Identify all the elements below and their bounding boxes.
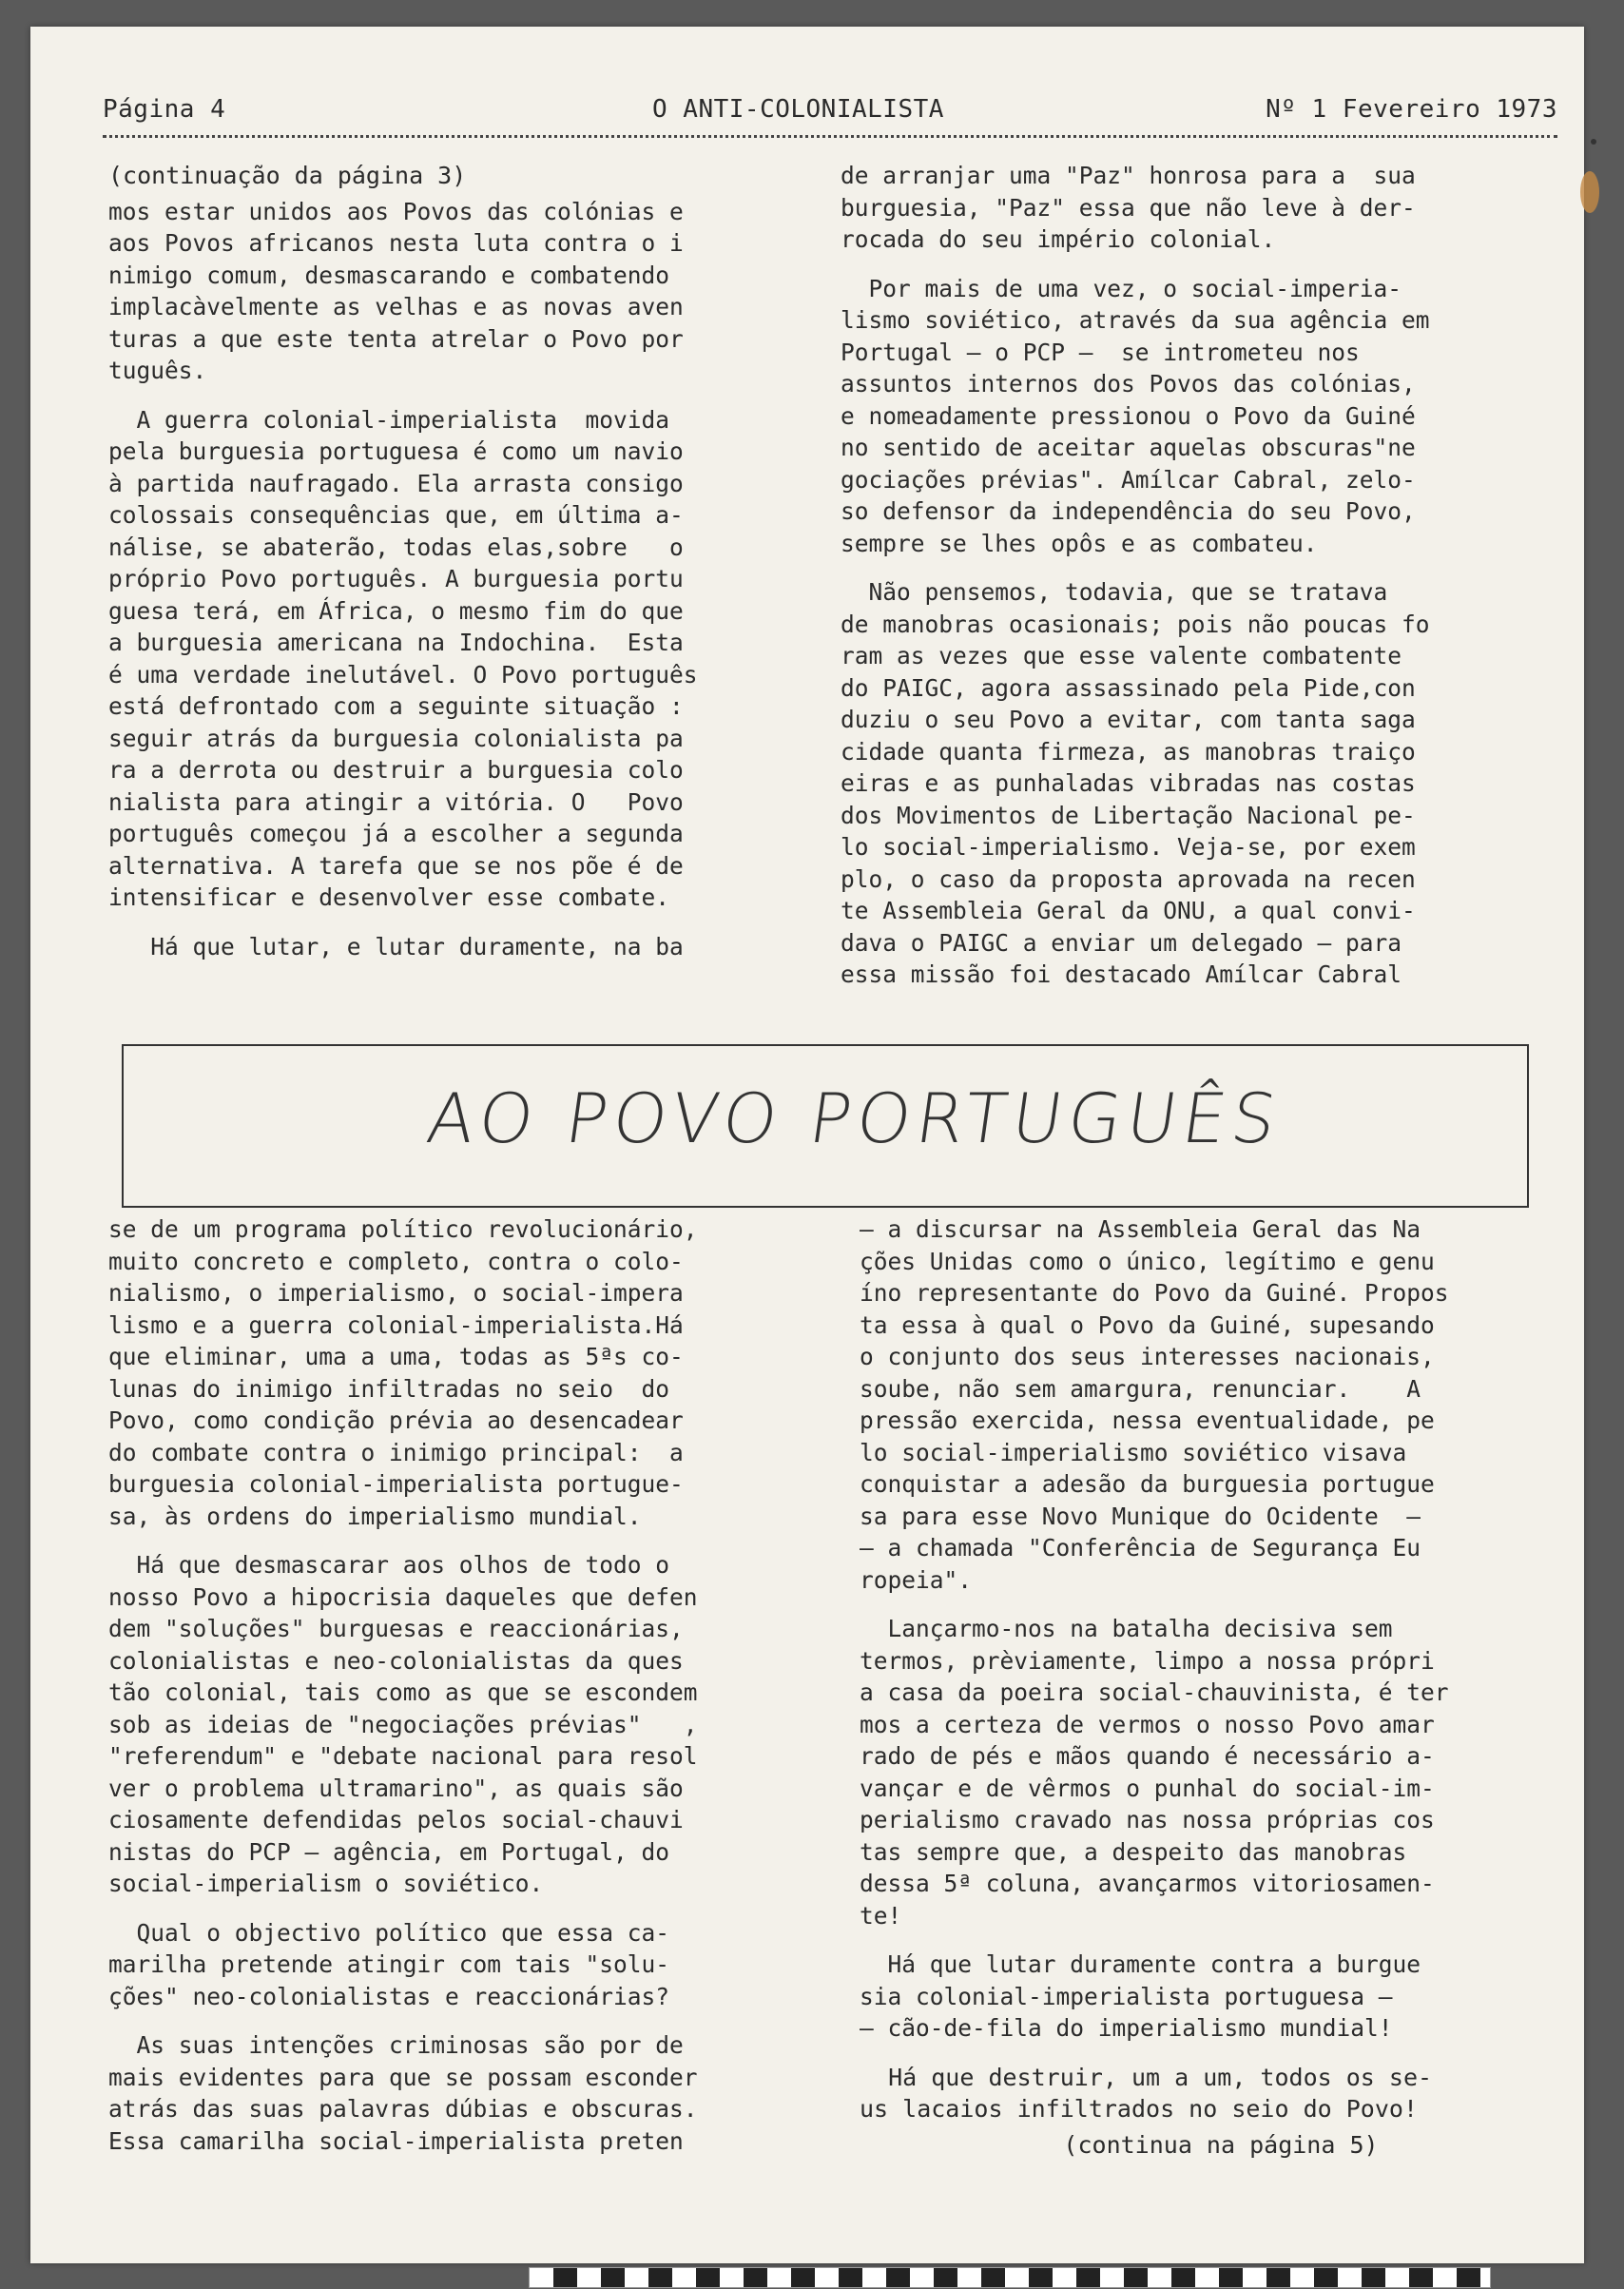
newspaper-page [30, 27, 1584, 2263]
paragraph: mos estar unidos aos Povos das colónias e aos Povos africanos nesta luta contra o i nimigo comum, desmascarando e combatendo implacàvelmente as velhas e as novas aven turas a que este tenta atrelar o Povo por tuguês. [108, 197, 684, 384]
paper-stain [1580, 171, 1599, 213]
paragraph: Há que destruir, um a um, todos os se- us lacaios infiltrados no seio do Povo! [860, 2063, 1433, 2123]
paragraph: Por mais de uma vez, o social-imperia- lismo soviético, através da sua agência em Portugal — o PCP — se intrometeu nos assuntos internos dos Povos das colónias, e nomeadamente pressionou o Povo da Guiné no sentido de aceitar aquelas obscuras"ne gociações prévias". Amílcar Cabral, zelo- so defensor da independência do seu Povo, sempre se lhes opôs e as combateu. [841, 274, 1430, 557]
paragraph: Não pensemos, todavia, que se tratava de manobras ocasionais; pois não poucas fo ram as vezes que esse valente combatente do PAIGC, agora assassinado pela Pide,con duziu o seu Povo a evitar, com tanta saga cidade quanta firmeza, as manobras traiço eiras e as punhaladas vibradas nas costas dos Movimentos de Libertação Nacional pe- lo social-imperialismo. Veja-se, por exem plo, o caso da proposta aprovada na recen te Assembleia Geral da ONU, a qual convi- dava o PAIGC a enviar um delegado — para essa missão foi destacado Amílcar Cabral [841, 578, 1430, 988]
headline-banner [122, 1044, 1529, 1208]
paragraph: Qual o objectivo político que essa ca- marilha pretende atingir com tais "solu- ções" neo-colonialistas e reaccionárias? [108, 1918, 670, 2010]
paragraph: Há que lutar duramente contra a burgue sia colonial-imperialista portuguesa — — cão-de-fila do imperialismo mundial! [860, 1950, 1421, 2042]
page-number: Página 4 [103, 95, 226, 124]
paragraph: de arranjar uma "Paz" honrosa para a sua burguesia, "Paz" essa que não leve à der- rocada do seu império colonial. [841, 162, 1416, 253]
issue-date: Nº 1 Fevereiro 1973 [1266, 95, 1557, 124]
headline-text: AO POVO PORTUGUÊS [422, 1078, 1287, 1158]
header-divider [103, 135, 1557, 138]
scale-ruler [529, 2267, 1491, 2288]
column-top-left [108, 160, 850, 980]
ink-dot [1591, 139, 1596, 145]
paragraph: Há que desmascarar aos olhos de todo o nosso Povo a hipocrisia daqueles que defen dem "soluções" burguesas e reaccionárias, colonialistas e neo-colonialistas da ques tão colonial, tais como as que se escondem sob as ideias de "negociações prévias" , "referendum" e "debate nacional para resol ver o problema ultramarino", as quais são ciosamente defendidas pelos social-chauvi nistas do PCP — agência, em Portugal, do social-imperialism o soviético. [108, 1551, 698, 1897]
continuation-note: (continua na página 5) [1063, 2130, 1379, 2159]
paragraph: Há que lutar, e lutar duramente, na ba [108, 932, 684, 960]
paragraph: — a discursar na Assembleia Geral das Na ções Unidas como o único, legítimo e genu íno representante do Povo da Guiné. Propos ta essa à qual o Povo da Guiné, supesando o conjunto dos seus interesses nacionais, soube, não sem amargura, renunciar. A pressão exercida, nessa eventualidade, pe lo social-imperialismo soviético visava conquistar a adesão da burguesia portugue sa para esse Novo Munique do Ocidente — — a chamada "Conferência de Segurança Eu ropeia". [860, 1215, 1449, 1594]
column-bottom-right [860, 1213, 1582, 2164]
column-top-right [841, 160, 1573, 1008]
newspaper-title: O ANTI-COLONIALISTA [652, 95, 944, 124]
paragraph: Lançarmo-nos na batalha decisiva sem termos, prèviamente, limpo a nossa própri a casa da poeira social-chauvinista, é ter mos a certeza de vermos o nosso Povo amar rado de pés e mãos quando é necessário a- vançar e de vêrmos o punhal do social-im- perialismo cravado nas nossa próprias cos tas sempre que, a despeito das manobras dessa 5ª coluna, avançarmos vitoriosamen- te! [860, 1615, 1449, 1930]
continuation-note: (continuação da página 3) [108, 162, 467, 189]
paragraph: As suas intenções criminosas são por de mais evidentes para que se possam esconder atrás das suas palavras dúbias e obscuras. Essa camarilha social-imperialista preten [108, 2031, 698, 2155]
column-bottom-left [108, 1213, 850, 2174]
paragraph: A guerra colonial-imperialista movida pela burguesia portuguesa é como um navio à partida naufragado. Ela arrasta consigo colossais consequências que, em última a- nálise, se abaterão, todas elas,sobre o próprio Povo português. A burguesia portu guesa terá, em África, o mesmo fim do que a burguesia americana na Indochina. Esta é uma verdade inelutável. O Povo português está defrontado com a seguinte situação : seguir atrás da burguesia colonialista pa ra a derrota ou destruir a burguesia colo nialista para atingir a vitória. O Povo português começou já a escolher a segunda alternativa. A tarefa que se nos põe é de intensificar e desenvolver esse combate. [108, 405, 698, 911]
paragraph: se de um programa político revolucionário, muito concreto e completo, contra o colo- nialismo, o imperialismo, o social-impera lismo e a guerra colonial-imperialista.Há que eliminar, uma a uma, todas as 5ªs co- lunas do inimigo infiltradas no seio do Povo, como condição prévia ao desencadear do combate contra o inimigo principal: a burguesia colonial-imperialista portugue- sa, às ordens do imperialismo mundial. [108, 1215, 698, 1530]
